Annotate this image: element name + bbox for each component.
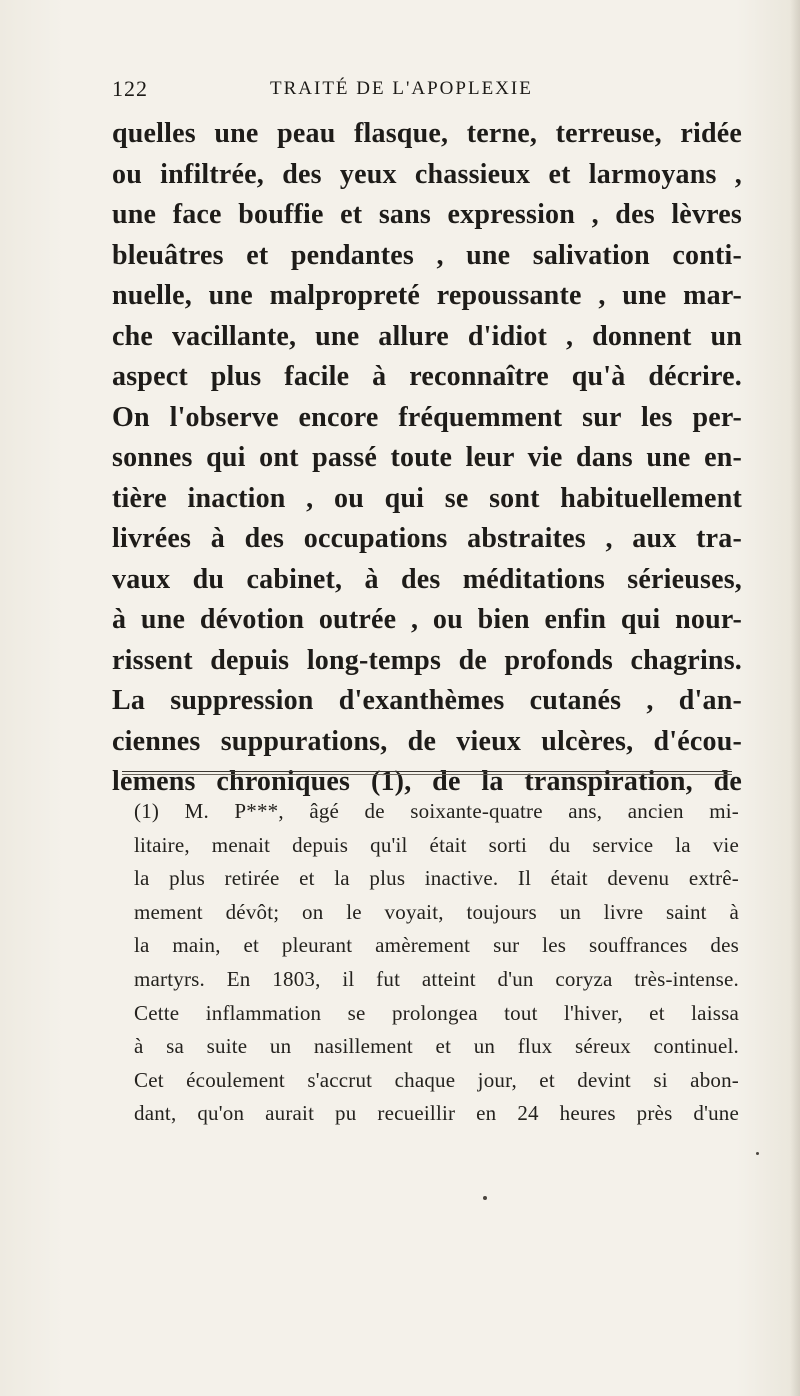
body-line: à une dévotion outrée , ou bien enfin qui nour-	[112, 604, 742, 635]
footnote-line: mement dévôt; on le voyait, toujours un livre saint à	[134, 899, 739, 924]
footnote-separator	[122, 771, 732, 772]
footnote-line: la main, et pleurant amèrement sur les souffrances des	[134, 933, 739, 958]
body-line: tière inaction , ou qui se sont habituellement	[112, 482, 742, 514]
ink-speck	[756, 1152, 759, 1155]
body-line: On l'observe encore fréquemment sur les per-	[112, 401, 742, 433]
footnote	[134, 795, 739, 1131]
body-line: aspect plus facile à reconnaître qu'à décrire.	[112, 361, 742, 392]
body-line: rissent depuis long-temps de profonds chagrins.	[112, 644, 742, 676]
body-line: quelles une peau flasque, terne, terreuse, ridée	[112, 118, 742, 149]
footnote-line: dant, qu'on aurait pu recueillir en 24 heures près d'une	[134, 1101, 739, 1126]
ink-speck	[483, 1196, 487, 1200]
body-line: ciennes suppurations, de vieux ulcères, d'écou-	[112, 725, 742, 757]
body-line: La suppression d'exanthèmes cutanés , d'an-	[112, 685, 742, 716]
footnote-line: (1) M. P***, âgé de soixante-quatre ans, ancien mi-	[134, 799, 739, 823]
body-line: lemens chroniques (1), de la transpiration, de	[112, 766, 742, 797]
body-line: vaux du cabinet, à des méditations sérieuses,	[112, 563, 742, 595]
body-line: livrées à des occupations abstraites , aux tra-	[112, 523, 742, 554]
body-text	[112, 114, 742, 803]
footnote-line: Cet écoulement s'accrut chaque jour, et devint si abon-	[134, 1067, 739, 1092]
footnote-line: Cette inflammation se prolongea tout l'hiver, et laissa	[134, 1000, 739, 1025]
body-line: une face bouffie et sans expression , des lèvres	[112, 199, 742, 230]
footnote-line: à sa suite un nasillement et un flux séreux continuel.	[134, 1034, 739, 1059]
footnote-separator-shadow	[122, 774, 732, 775]
body-line: ou infiltrée, des yeux chassieux et larmoyans ,	[112, 158, 742, 190]
running-title: TRAITÉ DE L'APOPLEXIE	[270, 78, 533, 99]
body-line: bleuâtres et pendantes , une salivation conti-	[112, 239, 742, 271]
body-line: che vacillante, une allure d'idiot , donnent un	[112, 320, 742, 352]
footnote-line: la plus retirée et la plus inactive. Il était devenu extrê-	[134, 866, 739, 891]
footnote-line: martyrs. En 1803, il fut atteint d'un coryza très-intense.	[134, 966, 739, 991]
body-line: nuelle, une malpropreté repoussante , une mar-	[112, 280, 742, 311]
page-number: 122	[112, 76, 148, 101]
footnote-line: litaire, menait depuis qu'il était sorti du service la vie	[134, 832, 739, 857]
body-line: sonnes qui ont passé toute leur vie dans une en-	[112, 442, 742, 473]
page-edge-shadow	[790, 0, 800, 1396]
page-header	[112, 76, 732, 106]
